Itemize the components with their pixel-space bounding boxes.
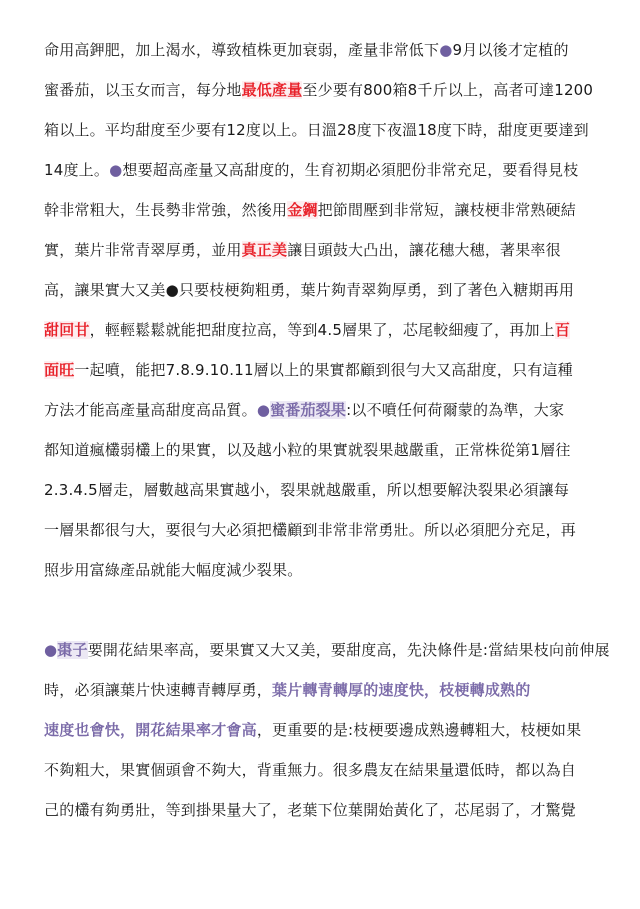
purple-bullet-icon: ●	[109, 161, 123, 179]
text-run: 都知道瘋欉弱欉上的果實，以及越小粒的果實就裂果越嚴重，正常株從第1層往	[44, 441, 571, 459]
text-run: 高，讓果實大又美	[44, 281, 166, 299]
paragraph-gap	[44, 590, 595, 630]
text-line	[44, 630, 610, 670]
document-body	[44, 30, 610, 830]
text-line	[44, 110, 595, 150]
purple-bullet-icon: ●	[44, 641, 58, 659]
text-run: 把節間壓到非常短，讓枝梗非常熟硬結	[317, 201, 577, 219]
emphasis-purple-highlight-run: 蜜番茄裂果	[270, 401, 347, 419]
text-line	[44, 190, 595, 230]
text-line	[44, 670, 595, 710]
text-line	[44, 30, 595, 70]
emphasis-purple-run: 速度也會快，開花結果率才會高	[44, 721, 257, 739]
text-run: 不夠粗大，果實個頭會不夠大，背重無力。很多農友在結果量還低時，都以為自	[44, 761, 577, 779]
text-line	[44, 350, 595, 390]
text-run: 9月以後才定植的	[452, 41, 569, 59]
text-line	[44, 550, 595, 590]
emphasis-purple-run: 葉片轉青轉厚的速度快，枝梗轉成熟的	[272, 681, 531, 699]
text-run: 實，葉片非常青翠厚勇，並用	[44, 241, 242, 259]
emphasis-purple-highlight-run: 棗子	[57, 641, 88, 659]
text-line	[44, 470, 595, 510]
text-line	[44, 70, 595, 110]
text-run: 幹非常粗大，生長勢非常強，然後用	[44, 201, 288, 219]
text-run: 只要枝梗夠粗勇，葉片夠青翠夠厚勇，到了著色入糖期再用	[178, 281, 575, 299]
text-run: 讓目頭鼓大凸出，讓花穗大穗，著果率很	[287, 241, 561, 259]
text-run: 一起噴，能把7.8.9.10.11層以上的果實都顧到很勻大又高甜度，只有這種	[74, 361, 573, 379]
emphasis-red-highlight-run: 最低產量	[241, 81, 303, 99]
text-run: 蜜番茄，以玉女而言，每分地	[44, 81, 242, 99]
emphasis-red-highlight-run: 真正美	[241, 241, 288, 259]
text-line	[44, 150, 595, 190]
text-run: 方法才能高產量高甜度高品質。	[44, 401, 257, 419]
black-bullet-icon: ●	[165, 281, 179, 299]
emphasis-red-highlight-run: 百	[554, 321, 571, 339]
emphasis-red-highlight-run: 金鋼	[287, 201, 318, 219]
text-line	[44, 230, 595, 270]
text-run: ，輕輕鬆鬆就能把甜度拉高，等到4.5層果了，芯尾較細瘦了，再加上	[89, 321, 555, 339]
text-run: 己的欉有夠勇壯，等到掛果量大了，老葉下位葉開始黃化了，芯尾弱了，才驚覺	[44, 801, 577, 819]
text-line	[44, 430, 595, 470]
text-run: 想要超高產量又高甜度的，生育初期必須肥份非常充足，要看得見枝	[122, 161, 579, 179]
text-run: 照步用富綠產品就能大幅度減少裂果。	[44, 561, 303, 579]
text-line	[44, 710, 595, 750]
emphasis-red-highlight-run: 面旺	[44, 361, 75, 379]
purple-bullet-icon: ●	[256, 401, 271, 419]
emphasis-red-highlight-run: 甜回甘	[44, 321, 90, 339]
text-line	[44, 390, 595, 430]
text-line	[44, 270, 595, 310]
text-line	[44, 790, 595, 830]
text-run: 至少要有800箱8千斤以上，高者可達1200	[302, 81, 594, 99]
text-run: 2.3.4.5層走，層數越高果實越小，裂果就越嚴重，所以想要解決裂果必須讓每	[44, 481, 570, 499]
text-run: 箱以上。平均甜度至少要有12度以上。日溫28度下夜溫18度下時，甜度更要達到	[44, 121, 589, 139]
text-line	[44, 510, 595, 550]
text-run: :以不噴任何荷爾蒙的為準，大家	[346, 401, 565, 419]
text-run: 命用高鉀肥，加上渴水，導致植株更加衰弱，產量非常低下	[44, 41, 440, 59]
text-run: 一層果都很勻大，要很勻大必須把欉顧到非常非常勇壯。所以必須肥分充足，再	[44, 521, 577, 539]
text-line	[44, 310, 595, 350]
text-run: ，更重要的是:枝梗要邊成熟邊轉粗大，枝梗如果	[256, 721, 582, 739]
text-run: 時，必須讓葉片快速轉青轉厚勇，	[44, 681, 273, 699]
text-line	[44, 750, 595, 790]
purple-bullet-icon: ●	[439, 41, 453, 59]
text-run: 要開花結果率高，要果實又大又美，要甜度高，先決條件是:當結果枝向前伸展	[87, 641, 610, 659]
text-run: 14度上。	[44, 161, 110, 179]
